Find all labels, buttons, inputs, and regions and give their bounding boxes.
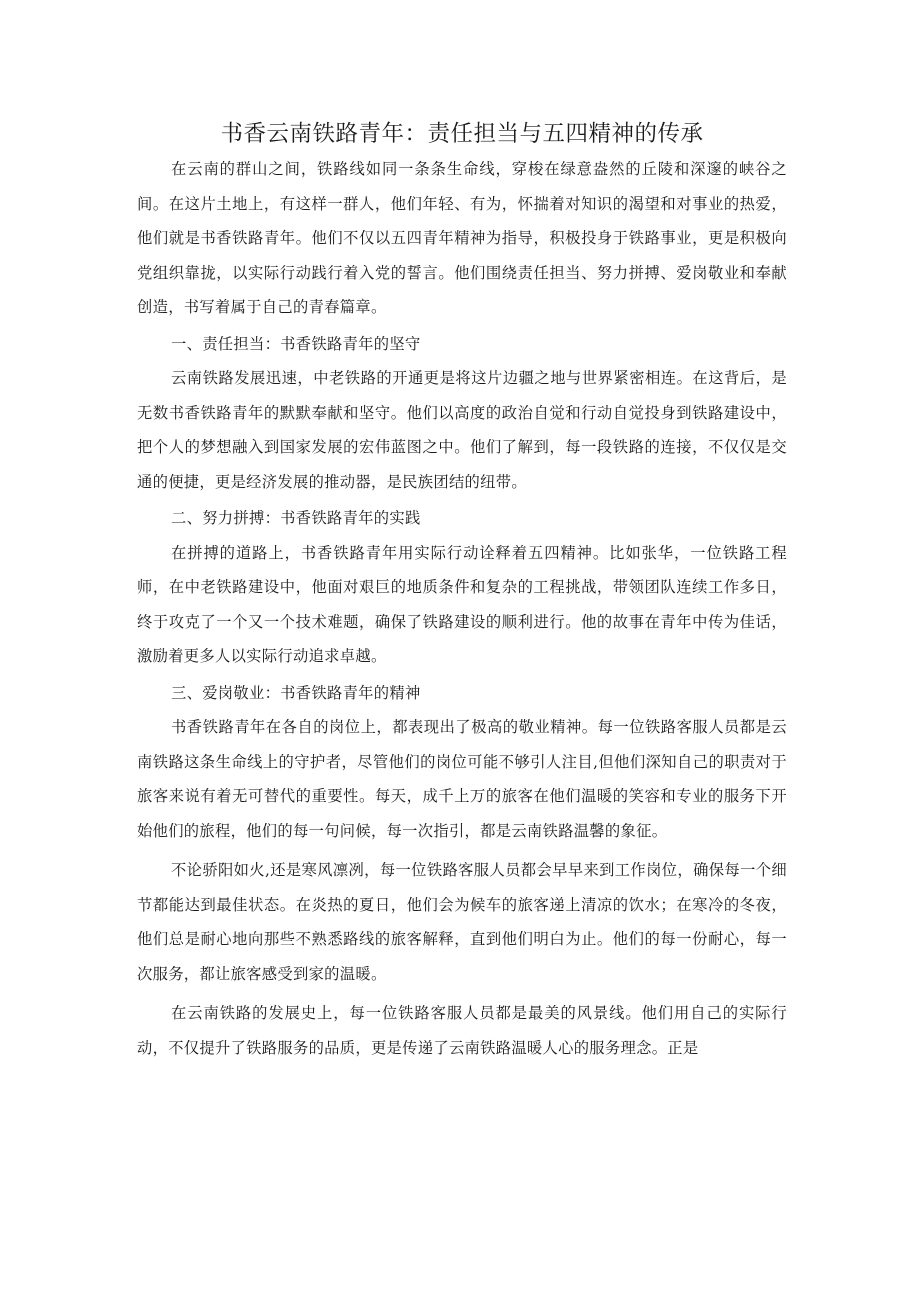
- section-heading-striving: 二、努力拼搏：书香铁路青年的实践: [171, 509, 421, 527]
- section-paragraph: 不论骄阳如火,还是寒风凛冽，每一位铁路客服人员都会早早来到工作岗位，确保每一个细节都能达到最佳状态。在炎热的夏日，他们会为候车的旅客递上清凉的饮水；在寒冷的冬夜，他们总是耐心地向那些不熟悉路线的旅客解释，直到他们明白为止。他们的每一份耐心，每一次服务，都让旅客感受到家的温暖。: [137, 861, 787, 983]
- intro-paragraph: 在云南的群山之间，铁路线如同一条条生命线，穿梭在绿意盎然的丘陵和深邃的峡谷之间。在这片土地上，有这样一群人，他们年轻、有为，怀揣着对知识的渴望和对事业的热爱，他们就是书香铁路青年。他们不仅以五四青年精神为指导，积极投身于铁路事业，更是积极向党组织靠拢，以实际行动践行着入党的誓言。他们围绕责任担当、努力拼搏、爱岗敬业和奉献创造，书写着属于自己的青春篇章。: [137, 160, 787, 316]
- section-paragraph: 在云南铁路的发展史上，每一位铁路客服人员都是最美的风景线。他们用自己的实际行动，不仅提升了铁路服务的品质，更是传递了云南铁路温暖人心的服务理念。正是: [137, 1004, 787, 1057]
- section-heading-responsibility: 一、责任担当：书香铁路青年的坚守: [171, 334, 421, 353]
- section-paragraph: 云南铁路发展迅速，中老铁路的开通更是将这片边疆之地与世界紧密相连。在这背后，是无数书香铁路青年的默默奉献和坚守。他们以高度的政治自觉和行动自觉投身到铁路建设中，把个人的梦想融入到国家发展的宏伟蓝图之中。他们了解到，每一段铁路的连接，不仅仅是交通的便捷，更是经济发展的推动器，是民族团结的纽带。: [137, 369, 787, 491]
- section-paragraph: 书香铁路青年在各自的岗位上，都表现出了极高的敬业精神。每一位铁路客服人员都是云南铁路这条生命线上的守护者，尽管他们的岗位可能不够引人注目,但他们深知自己的职责对于旅客来说有着无可替代的重要性。每天，成千上万的旅客在他们温暖的笑容和专业的服务下开始他们的旅程，他们的每一句问候，每一次指引，都是云南铁路温馨的象征。: [137, 718, 787, 840]
- document-body: [137, 110, 787, 1065]
- section-heading-dedication: 三、爱岗敬业：书香铁路青年的精神: [171, 683, 421, 702]
- page-title: 书香云南铁路青年：责任担当与五四精神的传承: [220, 121, 704, 147]
- section-paragraph: 在拼搏的道路上，书香铁路青年用实际行动诠释着五四精神。比如张华，一位铁路工程师，在中老铁路建设中，他面对艰巨的地质条件和复杂的工程挑战，带领团队连续工作多日，终于攻克了一个又一个技术难题，确保了铁路建设的顺利进行。他的故事在青年中传为佳话，激励着更多人以实际行动追求卓越。: [137, 543, 787, 665]
